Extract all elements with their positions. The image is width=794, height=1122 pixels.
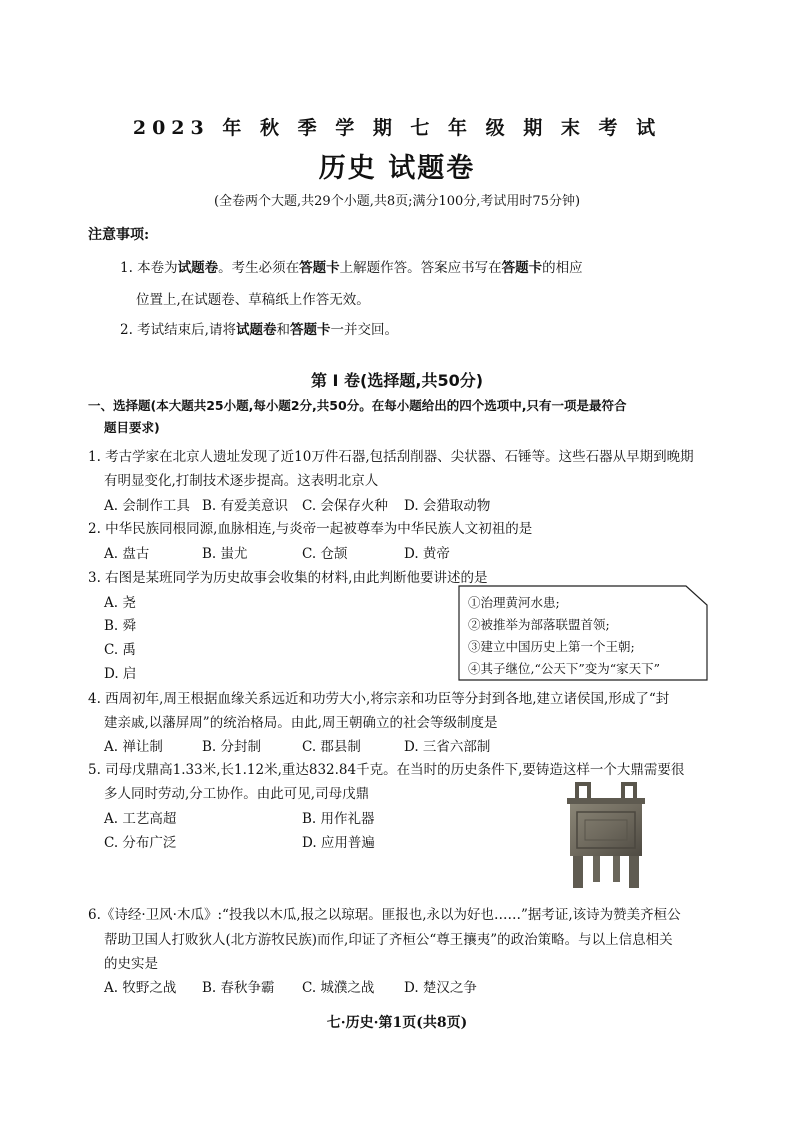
q6-option-a[interactable]: A. 牧野之战 — [104, 980, 177, 996]
q6-stem: 6.《诗经·卫风·木瓜》:“投我以木瓜,报之以琼琚。匪报也,永以为好也……”据考证,该诗为赞美齐桓公 — [88, 907, 681, 923]
q1-stem-cont: 有明显变化,打制技术逐步提高。这表明北京人 — [104, 473, 379, 489]
q1-option-d[interactable]: D. 会猎取动物 — [404, 498, 491, 514]
q3-material-box — [458, 585, 708, 681]
q3-option-c[interactable]: C. 禹 — [104, 642, 136, 658]
q2-option-b[interactable]: B. 蚩尤 — [202, 546, 248, 562]
q4-option-d[interactable]: D. 三省六部制 — [404, 739, 491, 755]
q6-stem-cont-2: 的史实是 — [104, 956, 158, 972]
q1-option-b[interactable]: B. 有爱美意识 — [202, 498, 289, 514]
q2-option-a[interactable]: A. 盘古 — [104, 546, 150, 562]
q1-option-c[interactable]: C. 会保存火种 — [302, 498, 388, 514]
simuwu-ding-image — [563, 780, 649, 890]
exam-subtitle: 历史 试题卷 — [318, 153, 476, 184]
q4-option-a[interactable]: A. 禅让制 — [104, 739, 163, 755]
notice-item-2: 2. 考试结束后,请将试题卷和答题卡一并交回。 — [120, 322, 398, 338]
exam-title: 2023 年 秋 季 学 期 七 年 级 期 末 考 试 — [132, 117, 662, 139]
q3-stem: 3. 右图是某班同学为历史故事会收集的材料,由此判断他要讲述的是 — [88, 570, 488, 586]
part1-instruction-cont: 题目要求) — [104, 420, 160, 435]
exam-meta: (全卷两个大题,共29个小题,共8页;满分100分,考试用时75分钟) — [213, 194, 581, 209]
q3-box-line-1: ①治理黄河水患; — [468, 595, 560, 610]
q3-option-d[interactable]: D. 启 — [104, 666, 137, 682]
q4-option-b[interactable]: B. 分封制 — [202, 739, 262, 755]
page-footer: 七·历史·第1页(共8页) — [326, 1015, 468, 1031]
q4-option-c[interactable]: C. 郡县制 — [302, 739, 361, 755]
notice-heading: 注意事项: — [88, 227, 150, 243]
q6-stem-cont: 帮助卫国人打败狄人(北方游牧民族)而作,印证了齐桓公“尊王攘夷”的政治策略。与以上信息相关 — [104, 932, 673, 948]
q3-box-line-3: ③建立中国历史上第一个王朝; — [468, 639, 635, 654]
notice-item-1-cont: 位置上,在试题卷、草稿纸上作答无效。 — [136, 292, 370, 308]
part1-heading: 第 Ⅰ 卷(选择题,共50分) — [310, 371, 484, 390]
q1-option-a[interactable]: A. 会制作工具 — [104, 498, 190, 514]
q4-stem-cont: 建亲戚,以藩屏周”的统治格局。由此,周王朝确立的社会等级制度是 — [104, 715, 498, 731]
q3-box-line-4: ④其子继位,“公天下”变为“家天下” — [468, 661, 661, 676]
q5-stem: 5. 司母戊鼎高1.33米,长1.12米,重达832.84千克。在当时的历史条件下,要铸造这样一个大鼎需要很 — [88, 762, 685, 778]
q5-stem-cont: 多人同时劳动,分工协作。由此可见,司母戊鼎 — [104, 786, 370, 802]
q6-option-d[interactable]: D. 楚汉之争 — [404, 980, 477, 996]
q3-box-line-2: ②被推举为部落联盟首领; — [468, 617, 610, 632]
q5-option-d[interactable]: D. 应用普遍 — [302, 835, 375, 851]
q3-option-a[interactable]: A. 尧 — [104, 595, 136, 611]
q5-option-a[interactable]: A. 工艺高超 — [104, 811, 177, 827]
q2-option-d[interactable]: D. 黄帝 — [404, 546, 450, 562]
q2-option-c[interactable]: C. 仓颉 — [302, 546, 348, 562]
q4-stem: 4. 西周初年,周王根据血缘关系远近和功劳大小,将宗亲和功臣等分封到各地,建立诸侯国,形成了“封 — [88, 691, 670, 707]
q5-option-b[interactable]: B. 用作礼器 — [302, 811, 375, 827]
q3-option-b[interactable]: B. 舜 — [104, 618, 137, 634]
q6-option-b[interactable]: B. 春秋争霸 — [202, 980, 275, 996]
q5-option-c[interactable]: C. 分布广泛 — [104, 835, 177, 851]
q2-stem: 2. 中华民族同根同源,血脉相连,与炎帝一起被尊奉为中华民族人文初祖的是 — [88, 521, 533, 537]
notice-item-1: 1. 本卷为试题卷。考生必须在答题卡上解题作答。答案应书写在答题卡的相应 — [120, 260, 583, 276]
q6-option-c[interactable]: C. 城濮之战 — [302, 980, 375, 996]
q1-stem: 1. 考古学家在北京人遗址发现了近10万件石器,包括刮削器、尖状器、石锤等。这些石器从早期到晚期 — [88, 449, 694, 465]
part1-instruction: 一、选择题(本大题共25小题,每小题2分,共50分。在每小题给出的四个选项中,只有一项是最符合 — [88, 398, 627, 413]
